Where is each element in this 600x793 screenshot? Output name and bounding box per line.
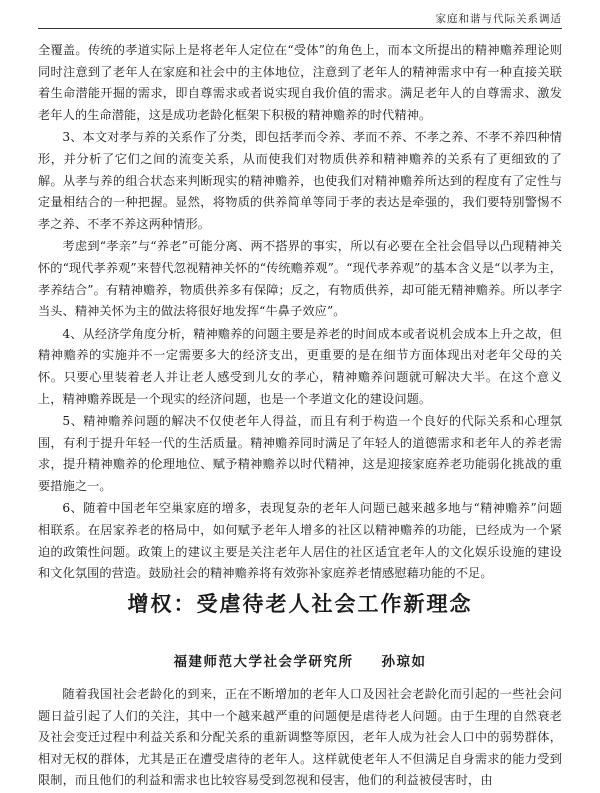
paragraph: 全覆盖。传统的孝道实际上是将老年人定位在“受体”的角色上，而本文所提出的精神赡养理论则同时注意到了老年人在家庭和社会中的主体地位，注意到了老年人的精神需求中有一种直接关联着生命潜能开掘的需求，即自尊需求或者说实现自我价值的需求。满足老年人的自尊需求、激发老年人的生命潜能，这是成功老龄化框架下积极的精神赡养的时代精神。	[38, 43, 562, 122]
paragraph: 考虑到“孝亲”与“养老”可能分离、两不搭界的事实，所以有必要在全社会倡导以凸现精神关怀的“现代孝养观”来替代忽视精神关怀的“传统赡养观”。“现代孝养观”的基本含义是“以孝为主，孝养结合”。有精神赡养，物质供养多有保障；反之，有物质供养，却可能无精神赡养。所以孝字当头、精神关怀为主的做法将很好地发挥“牛鼻子效应”。	[38, 239, 562, 319]
author-name: 孙琼如	[381, 654, 427, 670]
article-title: 增权：受虐待老人社会工作新理念	[127, 592, 473, 616]
running-header	[38, 8, 562, 29]
paragraph: 6、随着中国老年空巢家庭的增多，表现复杂的老年人问题已越来越多地与“精神赡养”问题相联系。在居家养老的格局中，如何赋予老年人增多的社区以精神赡养的功能，已经成为一个紧迫的政策性问题。政策上的建议主要是关注老年人居住的社区适宜老年人的文化娱乐设施的建设和文化氛围的营造。鼓励社会的精神赡养将有效弥补家庭养老情感慰藉功能的不足。	[38, 501, 562, 581]
author-line	[38, 650, 562, 670]
paragraph: 3、本文对孝与养的关系作了分类，即包括孝而令养、孝而不养、不孝之养、不孝不养四种情形，并分析了它们之间的流变关系，从而使我们对物质供养和精神赡养的关系有了更细致的了解。从孝与养的组合状态来判断现实的精神赡养，也使我们对精神赡养所达到的程度有了定性与定量相结合的一种把握。显然，将物质的供养简单等同于孝的表达是牵强的，我们要特别警惕不孝之养、不孝不养这两种情形。	[38, 130, 562, 231]
article-title-block	[38, 588, 562, 618]
running-title: 家庭和谐与代际关系调适	[435, 13, 562, 25]
article-intro	[38, 684, 562, 793]
body-text	[38, 40, 562, 586]
intro-paragraph: 随着我国社会老龄化的到来，正在不断增加的老年人口及因社会老龄化而引起的一些社会问题日益引起了人们的关注，其中一个越来越严重的问题便是虐待老人问题。由于生理的自然衰老及社会变迁过程中利益关系和分配关系的重新调整等原因，老年人成为社会人口中的弱势群体，相对无权的群体，尤其是正在遭受虐待的老年人。这样就使老年人不但满足自身需求的能力受到限制，而且他们的利益和需求也比较容易受到忽视和侵害，他们的利益被侵害时，由	[38, 687, 562, 788]
paragraph: 5、精神赡养问题的解决不仅使老年人得益，而且有利于构造一个良好的代际关系和心理氛围，有利于提升年轻一代的生活质量。精神赡养同时满足了年轻人的道德需求和老年人的养老需求，提升精神赡养的伦理地位、赋予精神赡养以时代精神，这是迎接家庭养老功能弱化挑战的重要措施之一。	[38, 414, 562, 493]
author-institution: 福建师范大学社会学研究所	[173, 654, 354, 670]
paragraph: 4、从经济学角度分析，精神赡养的问题主要是养老的时间成本或者说机会成本上升之故，但精神赡养的实施并不一定需要多大的经济支出，更重要的是在细节方面体现出对老年父母的关怀。只要心里装着老人并让老人感受到儿女的孝心，精神赡养问题就可解决大半。在这个意义上，精神赡养既是一个现实的经济问题，也是一个孝道文化的建设问题。	[38, 326, 562, 406]
